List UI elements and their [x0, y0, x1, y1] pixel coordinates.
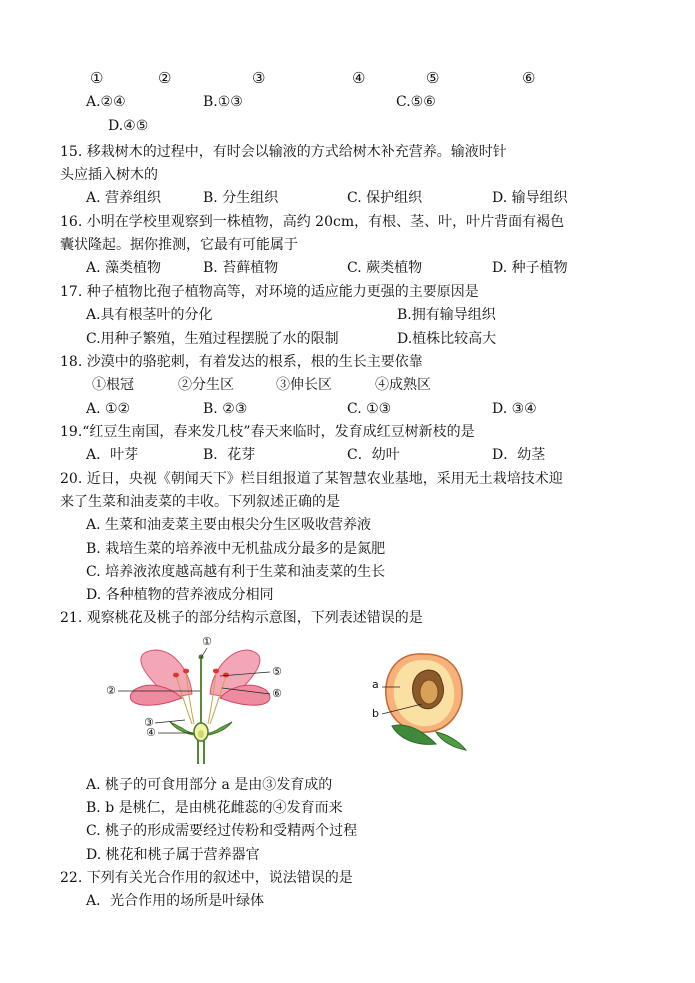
q20-option-c: C. 培养液浓度越高越有利于生菜和油麦菜的生长	[86, 564, 386, 580]
q21-option-c: C. 桃子的形成需要经过传粉和受精两个过程	[86, 823, 358, 839]
flower-label-6: ⑥	[272, 687, 282, 700]
q17-stem: 17. 种子植物比孢子植物高等，对环境的适应能力更强的主要原因是	[60, 284, 479, 300]
peach-flower-illustration	[100, 632, 300, 764]
peach-label-a: a	[372, 678, 379, 691]
q21-option-b: B. b 是桃仁，是由桃花雌蕊的④发育而来	[86, 800, 343, 816]
q22-option-a: A．光合作用的场所是叶绿体	[86, 893, 265, 909]
peach-fruit-diagram	[366, 648, 476, 752]
q18-part-3: ③伸长区	[276, 377, 332, 393]
peach-seed	[420, 680, 438, 704]
q19-option-b: B．花芽	[203, 447, 256, 463]
peach-flower-diagram	[100, 632, 300, 764]
q14-option-d: D.④⑤	[108, 118, 149, 134]
peach-leaf-right	[436, 732, 466, 750]
q19-stem: 19.“红豆生南国，春来发几枝”春天来临时，发育成红豆树新枝的是	[60, 424, 475, 440]
q15-option-a: A. 营养组织	[86, 190, 162, 206]
flower-label-1: ①	[202, 635, 212, 648]
flower-stalk	[198, 740, 204, 764]
q16-stem-line1: 16. 小明在学校里观察到一株植物，高约 20cm，有根、茎、叶，叶片背面有褐色	[60, 214, 565, 230]
flower-label-5: ⑤	[272, 665, 282, 678]
q14-marker-2: ②	[158, 69, 172, 87]
q17-option-d: D.植株比较高大	[397, 331, 497, 347]
q21-stem: 21. 观察桃花及桃子的部分结构示意图，下列表述错误的是	[60, 610, 423, 626]
q20-option-a: A. 生菜和油麦菜主要由根尖分生区吸收营养液	[86, 517, 372, 533]
flower-label-2: ②	[106, 684, 116, 697]
q14-marker-6: ⑥	[522, 69, 536, 87]
q17-option-c: C.用种子繁殖，生殖过程摆脱了水的限制	[86, 331, 339, 347]
q14-option-b: B.①③	[203, 94, 243, 110]
q18-option-c: C. ①③	[347, 401, 392, 417]
q17-option-b: B.拥有输导组织	[397, 307, 496, 323]
q18-part-1: ①根冠	[92, 377, 134, 393]
q16-option-c: C. 蕨类植物	[347, 260, 423, 276]
flower-label-3: ③	[144, 716, 154, 729]
q14-marker-5: ⑤	[426, 69, 440, 87]
q18-part-4: ④成熟区	[375, 377, 431, 393]
q16-option-d: D. 种子植物	[492, 260, 568, 276]
q22-stem: 22. 下列有关光合作用的叙述中，说法错误的是	[60, 870, 353, 886]
q19-option-d: D．幼茎	[492, 447, 546, 463]
q16-stem-line2: 囊状隆起。据你推测，它最有可能属于	[60, 237, 298, 253]
ovule	[198, 730, 204, 738]
q18-part-2: ②分生区	[178, 377, 234, 393]
q20-option-d: D. 各种植物的营养液成分相同	[86, 587, 274, 603]
q15-option-d: D. 输导组织	[492, 190, 568, 206]
q16-option-b: B. 苔藓植物	[203, 260, 279, 276]
q14-marker-1: ①	[90, 69, 104, 87]
q16-option-a: A. 藻类植物	[86, 260, 162, 276]
q17-option-a: A.具有根茎叶的分化	[86, 307, 213, 323]
q14-option-a: A.②④	[86, 94, 126, 110]
q14-marker-3: ③	[252, 69, 266, 87]
q14-marker-4: ④	[352, 69, 366, 87]
q18-stem: 18. 沙漠中的骆驼刺，有着发达的根系，根的生长主要依靠	[60, 354, 423, 370]
flower-label-4: ④	[146, 726, 156, 739]
peach-fruit-illustration	[366, 648, 476, 752]
q20-option-b: B. 栽培生菜的培养液中无机盐成分最多的是氮肥	[86, 541, 386, 557]
q15-option-b: B. 分生组织	[203, 190, 279, 206]
peach-label-b: b	[372, 707, 379, 720]
q19-option-c: C．幼叶	[347, 447, 400, 463]
q18-option-b: B. ②③	[203, 401, 248, 417]
q15-stem-line2: 头应插入树木的	[60, 167, 158, 183]
q20-stem-line1: 20. 近日，央视《朝闻天下》栏目组报道了某智慧农业基地，采用无土栽培技术迎	[60, 471, 563, 487]
q20-stem-line2: 来了生菜和油麦菜的丰收。下列叙述正确的是	[60, 494, 340, 510]
q18-option-a: A. ①②	[86, 401, 131, 417]
q14-option-c: C.⑤⑥	[396, 94, 436, 110]
q19-option-a: A．叶芽	[86, 447, 139, 463]
q15-stem-line1: 15. 移栽树木的过程中，有时会以输液的方式给树木补充营养。输液时针	[60, 144, 507, 160]
q21-option-a: A. 桃子的可食用部分 a 是由③发育成的	[86, 777, 333, 793]
q18-option-d: D. ③④	[492, 401, 537, 417]
q15-option-c: C. 保护组织	[347, 190, 423, 206]
q21-option-d: D. 桃花和桃子属于营养器官	[86, 847, 260, 863]
